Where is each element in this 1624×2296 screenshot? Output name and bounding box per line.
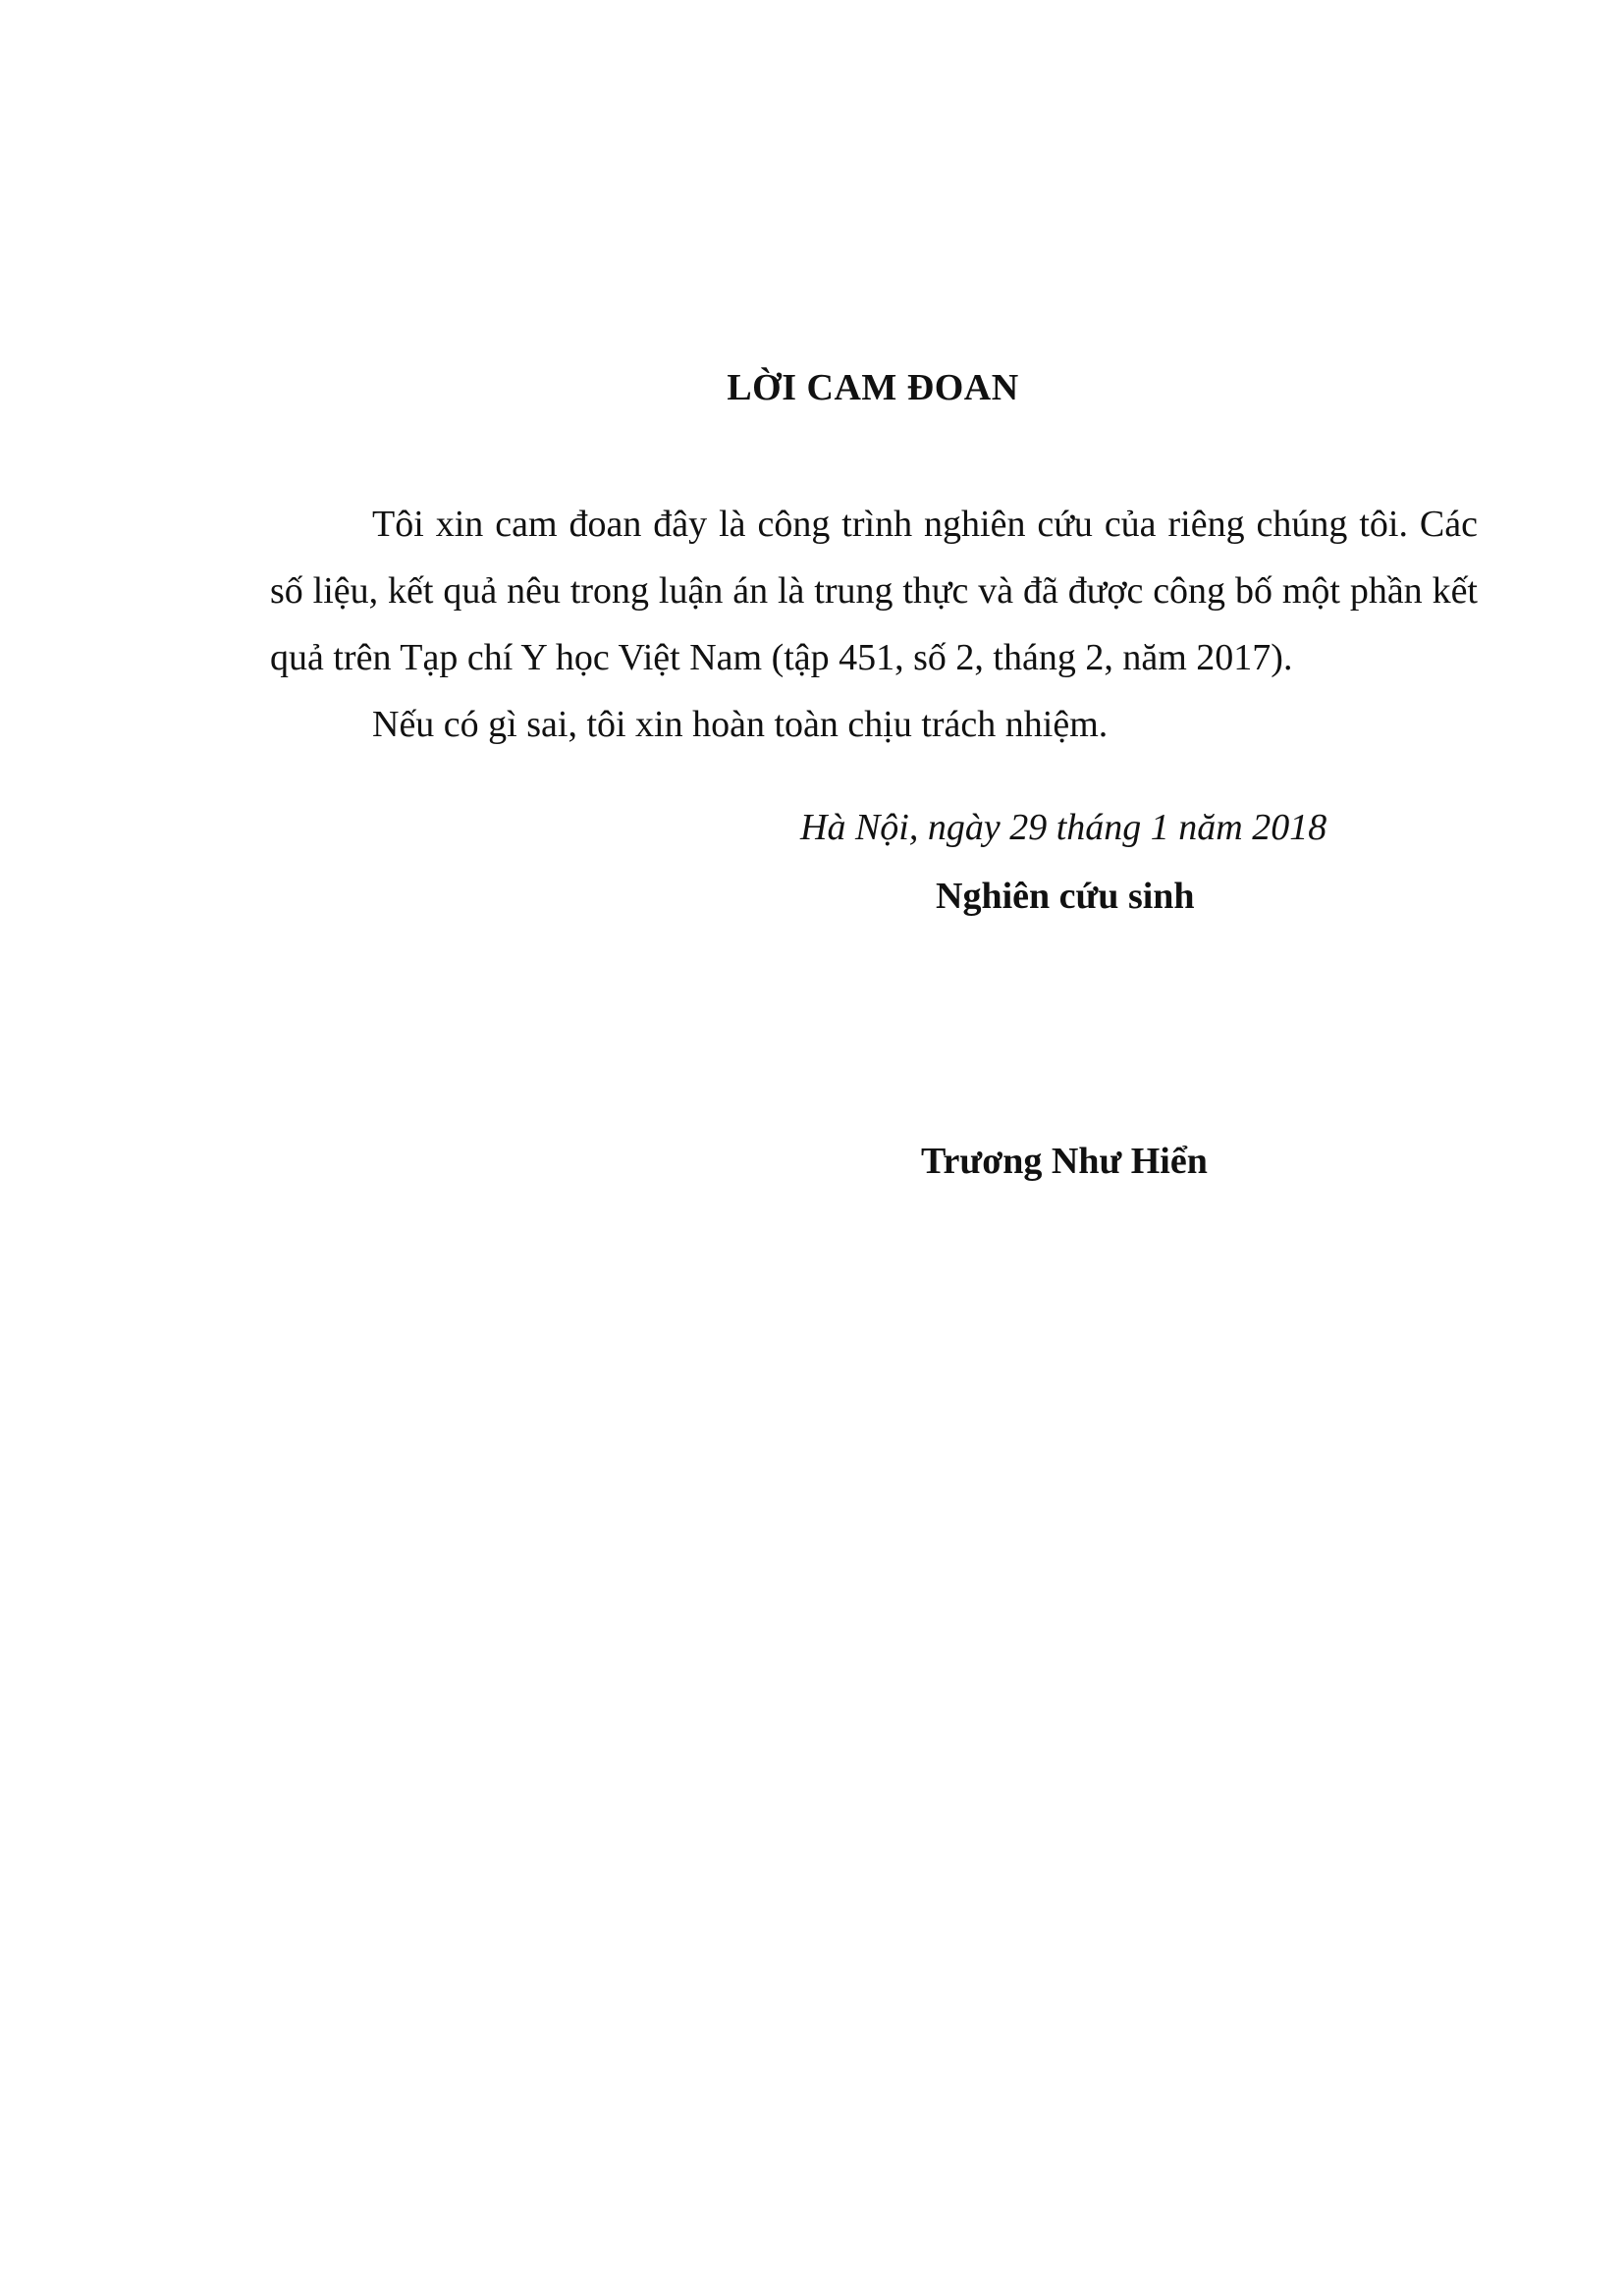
place-date: Hà Nội, ngày 29 tháng 1 năm 2018 — [800, 807, 1327, 848]
responsibility-paragraph: Nếu có gì sai, tôi xin hoàn toàn chịu trách nhiệm. — [372, 704, 1109, 745]
declaration-paragraph: Tôi xin cam đoan đây là công trình nghiên cứu của riêng chúng tôi. Các số liệu, kết quả nêu trong luận án là trung thực và đã được công bố một phần kết quả trên Tạp chí Y học Việt Nam (tập 451, số 2, tháng 2, năm 2017). — [270, 504, 1478, 678]
declaration-body — [270, 491, 1478, 758]
signer-name: Trương Như Hiển — [921, 1141, 1208, 1182]
signer-role: Nghiên cứu sinh — [936, 876, 1195, 917]
document-title: LỜI CAM ĐOAN — [727, 367, 1019, 408]
